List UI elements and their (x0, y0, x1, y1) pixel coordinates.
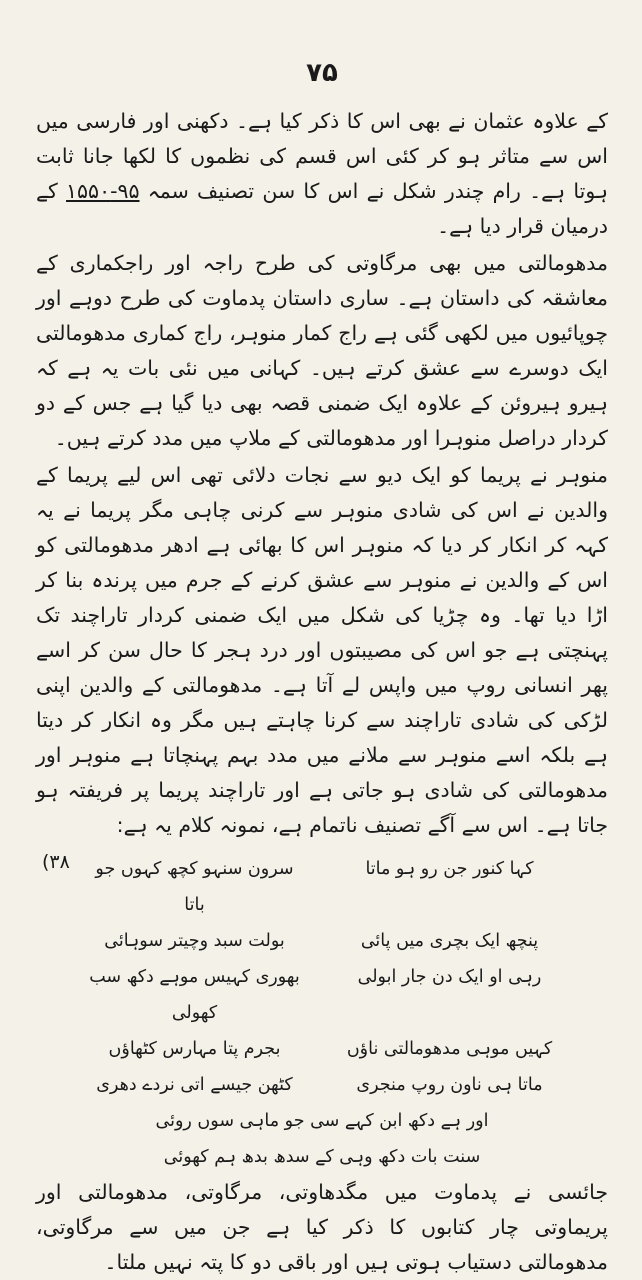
couplet-right-line: کہا کنور جن رو ہو ماتا (365, 859, 534, 879)
verse-number: (۳۸ (42, 851, 70, 873)
couplet-left-line: بھوری کہیس موہے دکھ سب کھولی (89, 967, 300, 1023)
couplet-left-line: بجرم پتا مہارس کٹھاؤں (108, 1039, 281, 1059)
couplet-left-line: کٹھن جیسے اتی نردے دھری (96, 1075, 293, 1095)
couplet-right-line: کہیں موہی مدھومالتی ناؤں (346, 1039, 553, 1059)
body-text (36, 104, 608, 843)
couplet-left-line: سرون سنہو کچھ کہوں جو باتا (95, 859, 294, 915)
paragraph-1-text-a: کے علاوہ عثمان نے بھی اس کا ذکر کیا ہے۔ دکھنی اور فارسی میں اس سے متاثر ہو کر کئی اس قسم کی نظموں کا لکھا جانا ثابت ہوتا ہے۔ رام چندر شکل نے اس کا سن تصنیف سمہ (36, 109, 608, 203)
couplet (36, 959, 608, 1031)
paragraph-3: منوہر نے پریما کو ایک دیو سے نجات دلائی تھی اس لیے پریما کے والدین نے اس کی شادی منوہر سے کرنی چاہی مگر پریما نے یہ کہہ کر انکار کر دیا کہ منوہر اس کا بھائی ہے ادھر مدھومالتی کو اس کے والدین نے منوہر سے عشق کرنے کے جرم میں پرندہ بنا کر اڑا دیا تھا۔ وہ چڑیا کی شکل میں ایک ضمنی کردار تاراچند تک پہنچتی ہے جو اس کی مصیبتوں اور درد ہجر کا حال سن کر اسے پھر انسانی روپ میں واپس لے آتا ہے۔ مدھومالتی کے والدین اپنی لڑکی کی شادی تاراچند سے کرنا چاہتے ہیں مگر وہ انکار کر دیتا ہے بلکہ اسے منوہر سے ملانے میں مدد بہم پہنچاتا ہے منوہر اور مدھومالتی کی شادی ہو جاتی ہے اور تاراچند پریما پر فریفتہ ہو جاتا ہے۔ اس سے آگے تصنیف ناتمام ہے، نمونہ کلام یہ ہے: (36, 463, 608, 837)
verse-center-line: سنت بات دکھ وہی کے سدھ بدھ ہم کھوئی (163, 1147, 481, 1167)
paragraph-4: جائسی نے پدماوت میں مگدھاوتی، مرگاوتی، مدھومالتی اور پریماوتی چار کتابوں کا ذکر کیا ہے جن میں سے مرگاوتی، مدھومالتی دستیاب ہوتی ہیں اور باقی دو کا پتہ نہیں ملتا۔ (36, 1180, 608, 1274)
paragraph-1-text-b: کے درمیان قرار دیا ہے۔ (36, 179, 608, 238)
paragraph-1 (36, 104, 608, 244)
couplet-right-line: رہی او ایک دن جار ابولی (357, 967, 542, 987)
verse-block (36, 851, 608, 1175)
verse-center-line: اور ہے دکھ ابن کہے سی جو ماہی سوں روئی (155, 1111, 489, 1131)
couplet (36, 851, 608, 923)
closing-text (36, 1175, 608, 1280)
paragraph-2: مدھومالتی میں بھی مرگاوتی کی طرح راجہ اور راجکماری کے معاشقہ کی داستان ہے۔ ساری داستان پدماوت کی طرح دوہے اور چوپائیوں میں لکھی گئی ہے راج کمار منوہر، راج کماری مدھومالتی ایک دوسرے سے عشق کرتے ہیں۔ کہانی میں نئی بات یہ ہے کہ ہیرو ہیروئن کے علاوہ ایک ضمنی قصہ بھی دیا گیا ہے جس کے دو کردار دراصل منوہرا اور مدھومالتی کے ملاپ میں مدد کرتے ہیں۔ (36, 251, 608, 450)
paragraph-1-underlined-year: ۹۵-۱۵۵۰ (66, 179, 140, 203)
couplet-left-line: بولت سبد وچیتر سوہائی (104, 931, 285, 951)
couplet-right-line: پنچھ ایک بچری میں پائی (360, 931, 539, 951)
couplet (36, 1031, 608, 1067)
couplet (36, 923, 608, 959)
page-number: ۷۵ (306, 58, 338, 88)
couplet-right-line: ماتا ہی ناون روپ منجری (356, 1075, 543, 1095)
couplet (36, 1067, 608, 1103)
